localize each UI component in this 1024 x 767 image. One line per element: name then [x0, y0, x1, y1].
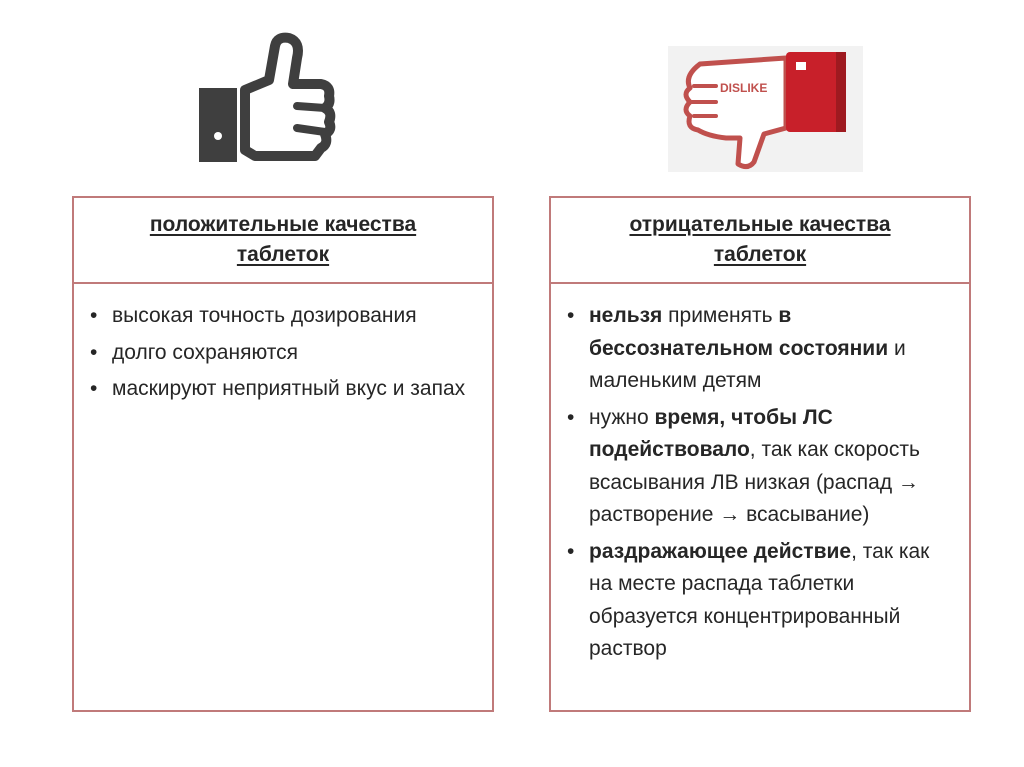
negative-qualities-card: [549, 196, 971, 712]
negative-list: [565, 300, 955, 666]
text-segment: в бессознательном состоянии: [589, 304, 889, 360]
text-segment: нужно: [589, 405, 655, 429]
text-segment: нельзя: [589, 304, 663, 327]
list-item: [565, 402, 955, 532]
negative-card-header: [551, 198, 969, 284]
text-segment: время, чтобы ЛС подействовало: [589, 405, 833, 461]
positive-card-header: [74, 198, 492, 284]
dislike-label: DISLIKE: [720, 81, 768, 95]
text-segment: и маленьким детям: [589, 336, 906, 392]
thumbs-down-dislike-icon: [668, 46, 863, 172]
positive-card-title: положительные качества таблеток: [149, 213, 417, 266]
thumbs-up-icon: [197, 32, 339, 168]
list-item: • высокая точность дозирования: [88, 300, 478, 333]
positive-list: [88, 300, 478, 406]
positive-qualities-card: [72, 196, 494, 712]
text-segment: применять: [662, 304, 779, 327]
list-item: [565, 536, 955, 666]
list-item: • маскируют неприятный вкус и запах: [88, 373, 478, 406]
text-segment: , так как на месте распада таблетки образуется концентрированный раствор: [589, 539, 930, 660]
negative-card-title: отрицательные качества таблеток: [629, 213, 891, 266]
list-item: [565, 300, 955, 398]
text-segment: раздражающее действие: [589, 539, 852, 563]
text-segment: , так как скорость всасывания ЛВ низкая (распад → растворение → всасывание): [589, 438, 920, 526]
list-item: • долго сохраняются: [88, 337, 478, 370]
